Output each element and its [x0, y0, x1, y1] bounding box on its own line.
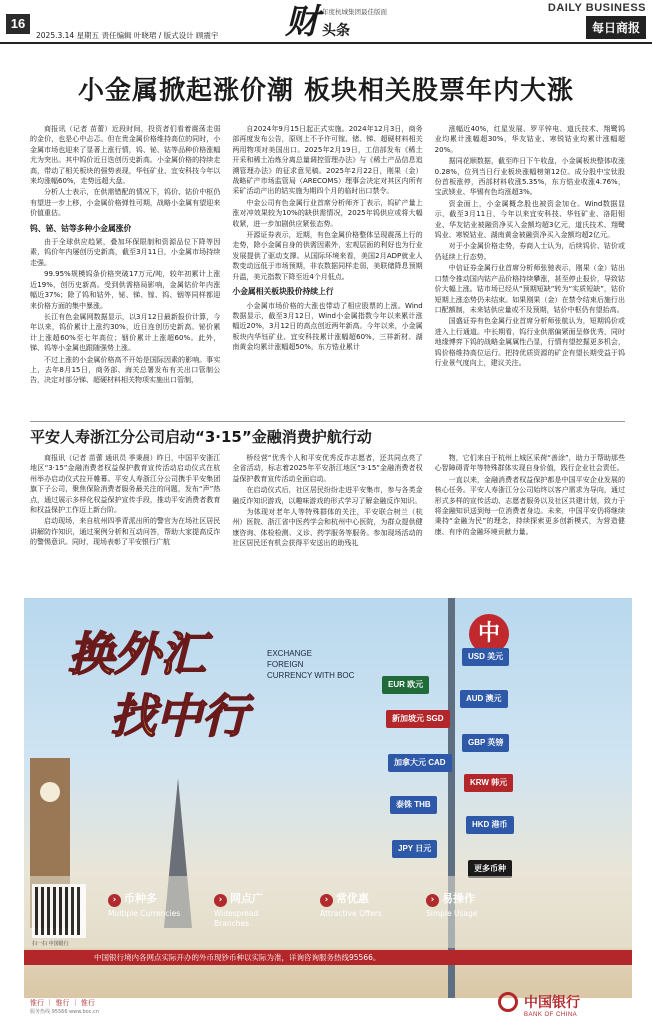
article2-body — [30, 453, 625, 555]
paragraph: 小金属市场价格的大涨也带动了相应股票的上涨。Wind数据显示，截至3月12日，Wind小金属指数今年以来累计涨幅近20%，3月12日的高点创近两年新高。今年以来，小金属板块内华钰矿业、宜安科技累计涨幅超60%，三祥新材、湖南黄金均累计涨幅超50%，东方锆业累计 — [232, 301, 423, 352]
currency-sign: AUD 澳元 — [460, 690, 508, 708]
page-header — [0, 0, 652, 44]
paragraph: 资金面上，小金属概念股也被资金加仓。Wind数据显示，截至3月11日，今年以来宜安科技、华钰矿业、洛阳钼业、华友钴业被融资净买入金额均超3亿元，道氏技术、翔鹭钨业、寒锐钴业、湖南黄金被融资净买入金额均超2亿元。 — [434, 199, 625, 240]
benefit-item: › 币种多 Multiple Currencies — [108, 892, 181, 918]
brand-english: DAILY BUSINESS — [547, 2, 646, 14]
footer-left: 惟行 ｜ 惟行 ｜ 惟行 服务热线 95566 www.boc.cn — [30, 999, 99, 1015]
divider — [30, 421, 625, 422]
paragraph: 据同花顺数据，截至昨日下午收盘，小金属板块整体收涨0.28%，位列当日行业板块涨幅榜第12位。成分股中宝钛股份首板涨停，西部材料收涨5.35%，东方锆业收涨4.76%，宝武镁业、华锡有色均涨超3%。 — [434, 157, 625, 197]
paragraph: 一直以来，金融消费者权益保护都是中国平安企业发展的核心任务。平安人寿浙江分公司始终以客户需求为导向，通过形式多样的宣传活动、志愿者服务以及社区共建计划，致力于将金融知识送到每一位消费者身边。未来，中国平安仍将继续秉持“金融为民”的理念，持续探索更多创新模式，为营造健康、有序的金融环境贡献力量。 — [434, 475, 625, 536]
ad-calligraphy-1: 换外汇 — [68, 627, 206, 681]
ad-calligraphy-2: 找中行 — [110, 689, 248, 743]
paragraph: 商报讯（记者 苗蕾）近段时间，投资者们看着震荡走弱的金价，也是心中忐忑。但在贵金属价格维持高位的同时，小金属市场也迎来了显著上涨行情，钨、铋、钴等品种价格涨幅尤为突出。其中钨价近日迭创历史新高。小金属价格的持续走高，带动了相关板块的强势表现，华钰矿业、宜安科技今年以来均涨幅60%，走势远超大盘。 — [30, 125, 221, 186]
paragraph: 启动现场，来自杭州四季青派出所的警官为在场社区居民讲解防诈知识，通过案例分析和互动问答，帮助大家提高反诈的警惕意识。同时，现场表彰了平安银行广航 — [30, 517, 221, 547]
subheading: 钨、铋、钴等多种小金属涨价 — [30, 223, 132, 233]
boc-ring-icon — [498, 992, 518, 1012]
paragraph: 桥经营“优秀个人和平安优秀反诈志愿者，还共同点亮了全省活动，标志着2025年平安浙江地区“3·15”金融消费者权益保护教育宣传活动全面启动。 — [232, 454, 423, 483]
currency-sign: USD 美元 — [462, 648, 509, 666]
article1-col2 — [232, 124, 422, 421]
paragraph: 自2024年9月15日起正式实施。2024年12月3日，商务部再度发布公告，原则上不予许可镓、锗、锑、超硬材料相关两用物项对美国出口。2025年2月19日，工信部发布《稀土开采和稀土冶炼分离总量调控管理办法》与《稀土产品信息追溯管理办法》的征求意见稿。2025年2月22日，刚果（金）战略矿产市场监管局（ARECOMS）理事会决定对其区内所有采矿活动产出的钴实施为期四个月的临时出口禁令。 — [232, 125, 423, 196]
benefit-item: › 常优惠 Attractive Offers — [320, 892, 382, 918]
date-line: 2025.3.14 星期五 责任编辑 叶晓珺 / 版式设计 顾震宇 — [36, 31, 219, 40]
brand-chinese: 每日商报 — [586, 16, 646, 39]
paragraph: 物，它们来自于杭州上城区采荷“善涂”，助力于帮助那些心智障碍青年等特殊群体实现自身价值，践行企业社会责任。 — [434, 454, 625, 473]
top-note: 年度杭城集团最佳版面 — [322, 8, 387, 16]
ad-disclaimer: 中国银行境内各网点实际开办的外币现钞币种以实际为准，详询咨询服务热线95566。 — [24, 950, 632, 965]
paragraph: 开源证券表示，近期，有色金属价格整体呈现震荡上行的走势，除小金属自身的供需因素外，宏观层面的利好也为行业发展提供了驱动支撑。从国际环境来看，美国2月ADP就业人数变动远低于市场预期，非农数据同样走弱，美联储降息预期升温，美元指数下降至近4个月低点。 — [232, 231, 423, 281]
currency-sign: KRW 韩元 — [464, 774, 513, 792]
currency-sign: 新加坡元 SGD — [386, 710, 450, 728]
article2-col1 — [30, 453, 220, 555]
paragraph: 涨幅近40%，红星发展、罗平锌电、道氏技术、翔鹭钨业均累计涨幅超30%，华友钴业、寒锐钴业均累计涨幅超20%。 — [434, 125, 625, 154]
paragraph: 为体现对老年人等特殊群体的关注，平安联合树兰（杭州）医院、浙江省中医药学会和杭州中心医院，为群众提供健康咨询、体检检测、义诊、药学服务等服务。参加现场活动的社区居民还有机会获得平安送出的助残礼 — [232, 508, 423, 548]
ad-english-text: EXCHANGE FOREIGN CURRENCY WITH BOC — [267, 649, 355, 680]
paragraph: 对于小金属价格走势，券商人士认为，后续钨价、钴价或仍延续上行态势。 — [434, 242, 625, 261]
advertisement[interactable] — [24, 598, 632, 998]
benefit-item: › 网点广 Widespread Branches — [214, 892, 263, 928]
boc-brand: 中国银行 BANK OF CHINA — [524, 995, 580, 1018]
paragraph: 长江有色金属网数据显示，以3月12日最新报价计算，今年以来，钨价累计上涨约30%，近日连创历史新高。铋价累计上涨超60%至七年高位；铟价累计上涨超60%。此外，锑、钨等小金属也跟随强势上涨。 — [30, 312, 221, 353]
paragraph: 在启动仪式后，社区居民纷纷走进平安集市，参与各类金融反诈知识游戏，以趣味游戏的形式学习了解金融反诈知识。 — [232, 486, 423, 505]
logo-char: 财 — [285, 2, 319, 42]
paragraph: 分析人士表示，在供需错配的情况下，钨价、钴价中枢仍有望进一步上移，小金属价格弹性可期，战略小金属有望迎来价值重估。 — [30, 188, 221, 218]
headline-second: 平安人寿浙江分公司启动“3·15”金融消费护航行动 — [30, 428, 372, 446]
currency-sign: JPY 日元 — [392, 840, 437, 858]
page-number: 16 — [6, 14, 30, 34]
paragraph: 国盛证券有色金属行业首席分析师张航认为，短期钨价或进入上行通道。中长期看，钨行业供需偏紧面呈修优秀，同时地缘博弈下钨的战略金属属性凸显，行情有望挖掘更多机会，钨价格维持高位运行。把持优质资源的矿企有望长期受益于钨行业景气度向上，建议关注。 — [434, 317, 625, 367]
paragraph: 由于全球供应趋紧，叠加环保限制和资源品位下降等因素，钨价年内屡创历史新高，截至3月11日，小金属市场持续走强。 — [30, 238, 221, 267]
article1-col3 — [435, 124, 625, 421]
paragraph: 中信证券金属行业首席分析师张驰表示，刚果（金）钴出口禁令推动国内钴产品价格持续攀涨，甚至停止报价，导致钴价大幅上涨。钴市场已经从“预期短缺”转为“实质短缺”，钴价短期上涨态势仍未结束。如果刚果（金）在禁令结束后施行出口配额制，未来钴供应量或不及预期，钴价中枢仍有望抬高。 — [434, 264, 625, 314]
paragraph: 中金公司有色金属行业首席分析师齐丁表示，钨矿产量上涨对冲效果较为10%的缺供需情况，2025年钨供应或将大幅收紧，进一步加剧供应紧张态势。 — [232, 198, 423, 228]
boc-logo-icon: 中 — [469, 614, 509, 654]
article1-col1 — [30, 124, 220, 421]
article1-body — [30, 124, 625, 421]
currency-sign: 加拿大元 CAD — [388, 754, 452, 772]
section-label: 头条 — [322, 23, 350, 39]
currency-sign: EUR 欧元 — [382, 676, 429, 694]
currency-sign: GBP 英镑 — [462, 734, 509, 752]
paragraph: 不过上涨的小金属价格高不开始是国际因素的影响。事实上，去年8月15日，商务部、海关总署发布有关出口管制公告，决定对部分锑、超硬材料相关物项实施出口管制， — [30, 355, 221, 385]
article2-col2 — [232, 453, 422, 555]
currency-sign: 泰铢 THB — [390, 796, 437, 814]
qr-code-icon[interactable] — [32, 884, 86, 938]
currency-sign: HKD 港币 — [466, 816, 514, 834]
headline-main: 小金属掀起涨价潮 板块相关股票年内大涨 — [77, 76, 575, 106]
subheading: 小金属相关板块股价持续上行 — [232, 287, 334, 297]
benefit-list — [108, 890, 502, 929]
qr-caption: 扫一扫 中国银行 — [32, 941, 69, 947]
paragraph: 99.95%规模钨条价格突破17万元/吨，较年初累计上涨近19%，创历史新高。受到供需格局影响，金属钴价年内涨幅近37%；除了钨和钴外，铋、锑、镓、钨、铟等同样都迎来价格方面的集中暴涨。 — [30, 270, 221, 310]
paragraph: 商报讯（记者 苗蕾 通讯员 季秉晨）昨日，中国平安浙江地区“3·15”金融消费者权益保护教育宣传活动启动仪式在杭州举办启动仪式拉开帷幕。平安人寿浙江分公司携手平安集团旗下子公司，聚焦保险消费者服务最关注的问题，发布“声”热点，通过展示多样化权益保护宣传手段，推动平安消费者教育和权益保护工作迈上新台阶。 — [30, 454, 221, 515]
page-footer — [24, 995, 632, 1024]
article2-col3 — [435, 453, 625, 555]
benefit-item: › 易操作 Simple Usage — [426, 892, 478, 918]
currency-sign: 更多币种 — [468, 860, 512, 878]
